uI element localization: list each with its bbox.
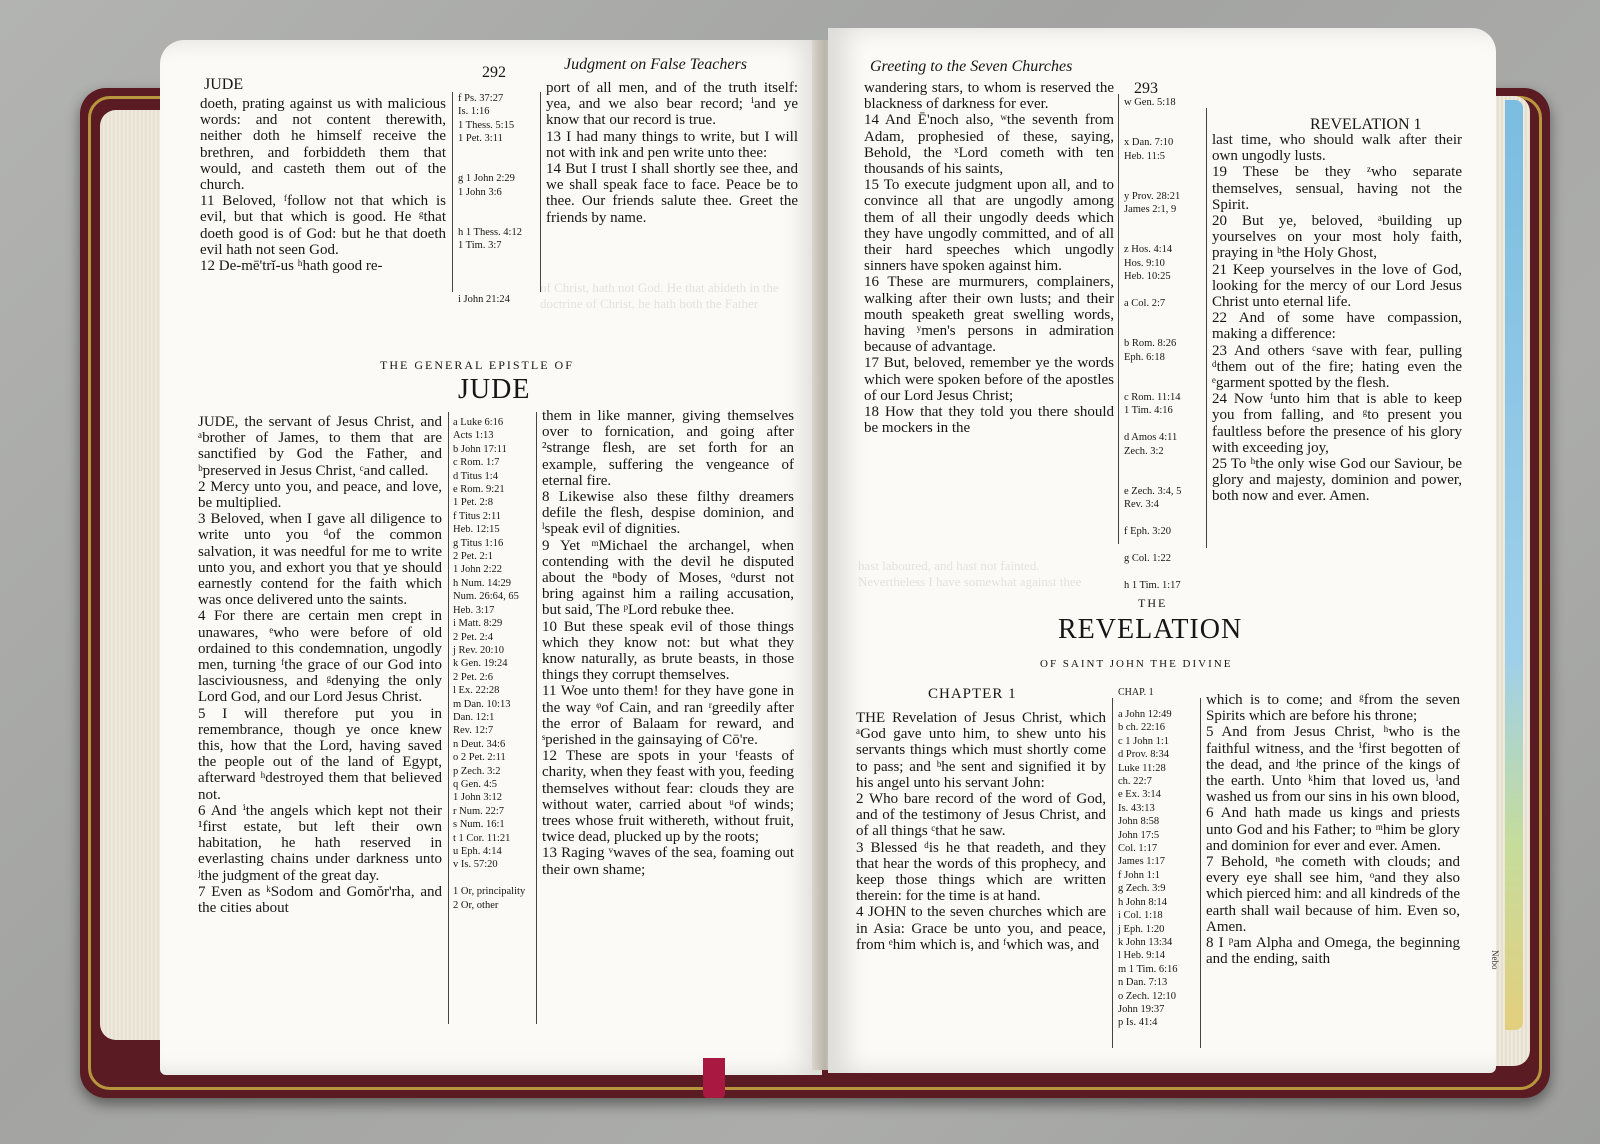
column-rule xyxy=(536,412,537,1024)
chapter-label: CHAP. 1 xyxy=(1118,687,1154,698)
column-rule xyxy=(1118,94,1119,544)
column-rule xyxy=(1206,108,1207,548)
column-rule xyxy=(448,412,449,1024)
map-tab-label: Nebo xyxy=(1490,950,1500,970)
book-title: JUDE xyxy=(458,374,531,405)
text-column-1-top: doeth, prating against us with malicious words: and not content therewith, neither doth he himself receive the brethren, and forbiddeth them that would, and casteth them out of the church. 11 Beloved, ᶠfollow not that which is evil, but that which is good. He ᵍthat doeth good is of God: but he that doeth evil hath not seen God. 12 De-mē'trĭ-us ʰhath good re- xyxy=(200,96,446,275)
running-head-subject: Judgment on False Teachers xyxy=(564,56,747,73)
book-subtitle: OF SAINT JOHN THE DIVINE xyxy=(1040,658,1233,670)
column-rule xyxy=(452,92,453,292)
text-column-1-bottom: THE Revelation of Jesus Christ, which ᵃGod gave unto him, to shew unto his servants things which must shortly come to pass; and ᵇhe sent and signified it by his angel unto his servant John: 2 Who bare record of the word of God, and of the testimony of Jesus Christ, and of all things ᶜthat he saw. 3 Blessed ᵈis he that readeth, and they that hear the words of this prophecy, and keep those things which are written therein: for the time is at hand. 4 JOHN to the seven churches which are in Asia: Grace be unto you, and peace, from ᵉhim which is, and ᶠwhich was, and xyxy=(856,710,1106,953)
page-number: 292 xyxy=(482,64,506,81)
bleed-through-text: hast laboured, and hast not fainted. Nevertheless I have somewhat against thee xyxy=(858,558,1082,589)
revelation-the: THE xyxy=(1138,596,1168,610)
chapter-heading: CHAPTER 1 xyxy=(928,686,1017,702)
left-page xyxy=(160,40,822,1075)
running-head-subject: Greeting to the Seven Churches xyxy=(870,58,1073,75)
text-column-2-bottom: which is to come; and ᵍfrom the seven Spirits which are before his throne; 5 And from Jesus Christ, ʰwho is the faithful witness, and the ⁱfirst begotten of the dead, and ʲthe prince of the kings of the earth. Unto ᵏhim that loved us, ˡand washed us from our sins in his own blood, 6 And hath made us kings and priests unto God and his Father; to ᵐhim be glory and dominion for ever and ever. Amen. 7 Behold, ⁿhe cometh with clouds; and every eye shall see him, ᵒand they also which pierced him: and all kindreds of the earth shall wail because of him. Even so, Amen. 8 I ᵖam Alpha and Omega, the beginning and the ending, saith xyxy=(1206,692,1460,968)
ribbon-marker xyxy=(703,1058,725,1098)
running-head-book: REVELATION 1 xyxy=(1310,116,1422,133)
cross-references-top: w Gen. 5:18 x Dan. 7:10 Heb. 11:5 y Prov. 28:21 James 2:1, 9 z Hos. 4:14 Hos. 9:10 Heb. 10:25 a Col. 2:7 b Rom. 8:26 Eph. 6:18 c Rom. 11:14 1 Tim. 4:16 d Amos 4:11 Zech. 3:2 e Zech. 3:4, 5 Rev. 3:4 f Eph. 3:20 g Col. 1:22 h 1 Tim. 1:17 xyxy=(1124,97,1182,591)
column-rule xyxy=(1112,698,1113,1048)
text-column-2-bottom: them in like manner, giving themselves over to fornication, and going after ²strange flesh, are set forth for an example, suffering the vengeance of eternal fire. 8 Likewise also these filthy dreamers defile the flesh, despise dominion, and ˡspeak evil of dignities. 9 Yet ᵐMichael the archangel, when contending with the devil he disputed about the ⁿbody of Moses, ᵒdurst not bring against him a railing accusation, but said, The ᵖLord rebuke thee. 10 But these speak evil of those things which they know not: but what they know naturally, as brute beasts, in those things they corrupt themselves. 11 Woe unto them! for they have gone in the way ᵠof Cain, and ran ʳgreedily after the error of Balaam for reward, and ˢperished in the gainsaying of Cō're. 12 These are spots in your ᵗfeasts of charity, when they feast with you, feeding themselves without fear: clouds they are without water, carried about ᵘof winds; trees whose fruit withereth, without fruit, twice dead, plucked up by the roots; 13 Raging ᵛwaves of the sea, foaming out their own shame; xyxy=(542,408,794,878)
text-column-2-top: port of all men, and of the truth itself: yea, and we also bear record; ⁱand ye know that our record is true. 13 I had many things to write, but I will not with ink and pen write unto thee: 14 But I trust I shall shortly see thee, and we shall speak face to face. Peace be to thee. Our friends salute thee. Greet the friends by name. xyxy=(546,80,798,226)
text-column-1-top: wandering stars, to whom is reserved the blackness of darkness for ever. 14 And Ē'noch also, ʷthe seventh from Adam, prophesied of these, saying, Behold, the ˣLord cometh with ten thousands of his saints, 15 To execute judgment upon all, and to convince all that are ungodly among them of all their ungodly deeds which they have ungodly committed, and of all their hard speeches which ungodly sinners have spoken against him. 16 These are murmurers, complainers, walking after their own lusts; and their mouth speaketh great swelling words, having ʸmen's persons in admiration because of advantage. 17 But, beloved, remember ye the words which were spoken before of the apostles of our Lord Jesus Christ; 18 How that they told you there should be mockers in the xyxy=(864,80,1114,437)
cross-references-bottom: a John 12:49 b ch. 22:16 c 1 John 1:1 d Prov. 8:34 Luke 11:28 ch. 22:7 e Ex. 3:14 Is. 43:13 John 8:58 John 17:5 Col. 1:17 James 1:17 f John 1:1 g Zech. 3:9 h John 8:14 i Col. 1:18 j Eph. 1:20 k John 13:34 l Heb. 9:14 m 1 Tim. 6:16 n Dan. 7:13 o Zech. 12:10 John 19:37 p Is. 41:4 xyxy=(1118,709,1178,1029)
running-head-book: JUDE xyxy=(204,76,244,93)
epistle-label: THE GENERAL EPISTLE OF xyxy=(380,358,574,372)
book-title: REVELATION xyxy=(1058,614,1243,645)
text-column-1-bottom: JUDE, the servant of Jesus Christ, and ᵃbrother of James, to them that are sanctified by God the Father, and ᵇpreserved in Jesus Christ, ᶜand called. 2 Mercy unto you, and peace, and love, be multiplied. 3 Beloved, when I gave all diligence to write unto you ᵈof the common salvation, it was needful for me to write unto you, and exhort you that ye should earnestly contend for the faith which was once delivered unto the saints. 4 For there are certain men crept in unawares, ᵉwho were before of old ordained to this condemnation, ungodly men, turning ᶠthe grace of our God into lasciviousness, and ᵍdenying the only Lord God, and our Lord Jesus Christ. 5 I will therefore put you in remembrance, though ye once knew this, how that the Lord, having saved the people out of the land of Egypt, afterward ʰdestroyed them that believed not. 6 And ⁱthe angels which kept not their ¹first estate, but left their own habitation, he hath reserved in everlasting chains under darkness unto ʲthe judgment of the great day. 7 Even as ᵏSodom and Gomŏr'rha, and the cities about xyxy=(198,414,442,917)
right-page xyxy=(828,28,1496,1073)
text-column-2-top: last time, who should walk after their own ungodly lusts. 19 These be they ᶻwho separate themselves, sensual, having not the Spirit. 20 But ye, beloved, ᵃbuilding up yourselves on your most holy faith, praying in ᵇthe Holy Ghost, 21 Keep yourselves in the love of God, looking for the mercy of our Lord Jesus Christ unto eternal life. 22 And of some have compassion, making a difference: 23 And others ᶜsave with fear, pulling ᵈthem out of the fire; hating even the ᵉgarment spotted by the flesh. 24 Now ᶠunto him that is able to keep you from falling, and ᵍto present you faultless before the presence of his glory with exceeding joy, 25 To ʰthe only wise God our Saviour, be glory and majesty, dominion and power, both now and ever. Amen. xyxy=(1212,132,1462,505)
cross-references-top: f Ps. 37:27 Is. 1:16 1 Thess. 5:15 1 Pet. 3:11 g 1 John 2:29 1 John 3:6 h 1 Thess. 4:12 1 Tim. 3:7 i John 21:24 xyxy=(458,93,522,306)
column-rule xyxy=(1200,698,1201,1048)
page-number: 293 xyxy=(1134,80,1158,97)
column-rule xyxy=(540,92,541,292)
map-edge xyxy=(1505,100,1523,1030)
bleed-through-text: of Christ, hath not God. He that abideth in the doctrine of Christ, he hath both the Father xyxy=(540,280,779,311)
cross-references-bottom: a Luke 6:16 Acts 1:13 b John 17:11 c Rom. 1:7 d Titus 1:4 e Rom. 9:21 1 Pet. 2:8 f Titus 2:11 Heb. 12:15 g Titus 1:16 2 Pet. 2:1 1 John 2:22 h Num. 14:29 Num. 26:64, 65 Heb. 3:17 i Matt. 8:29 2 Pet. 2:4 j Rev. 20:10 k Gen. 19:24 2 Pet. 2:6 l Ex. 22:28 m Dan. 10:13 Dan. 12:1 Rev. 12:7 n Deut. 34:6 o 2 Pet. 2:11 p Zech. 3:2 q Gen. 4:5 1 John 3:12 r Num. 22:7 s Num. 16:1 t 1 Cor. 11:21 u Eph. 4:14 v Is. 57:20 1 Or, principality 2 Or, other xyxy=(453,417,526,911)
